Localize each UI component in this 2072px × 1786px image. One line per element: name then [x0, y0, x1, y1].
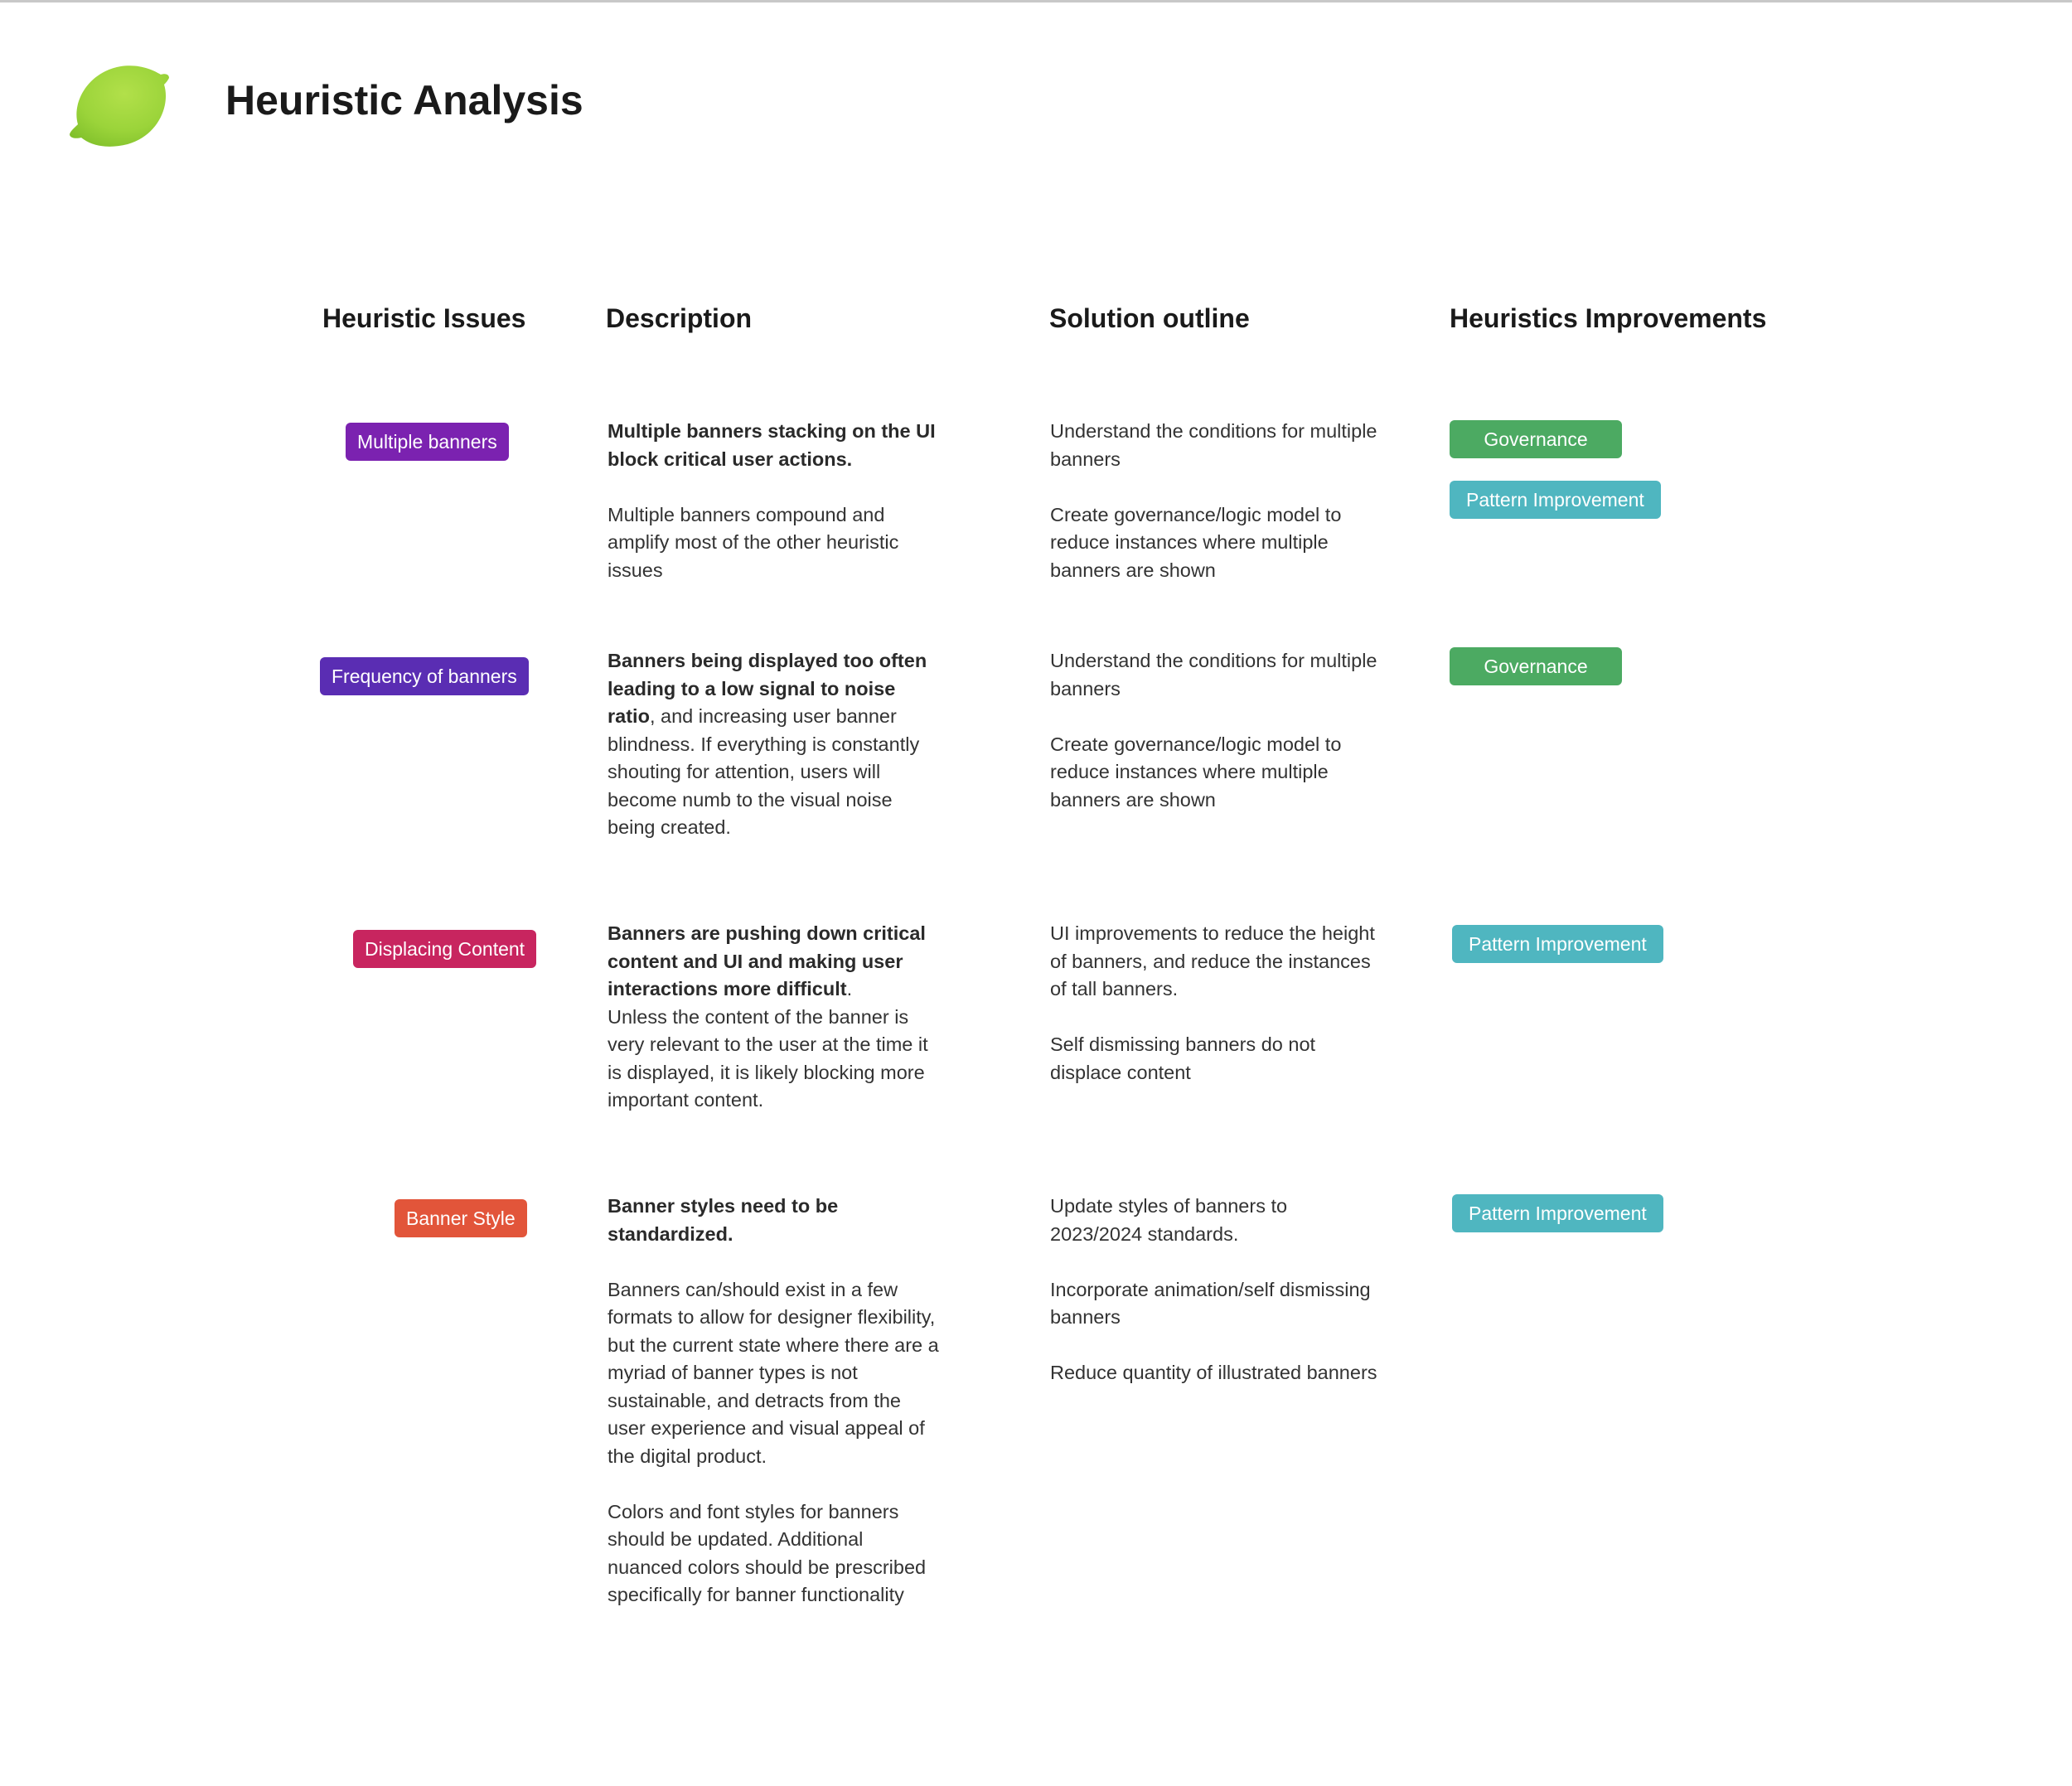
solution-cell — [1050, 1193, 1382, 1387]
description-cell — [608, 647, 939, 842]
lime-logo-icon — [66, 63, 170, 150]
description-emphasis: Banners are pushing down critical content and UI and making user interactions more difficult — [608, 922, 926, 999]
description-text: Banners can/should exist in a few formats to allow for designer flexibility, but the current state where there are a myriad of banner types is not sustainable, and detracts from the user experience and visual appeal of the digital product. — [608, 1278, 939, 1467]
column-header-improvements: Heuristics Improvements — [1450, 303, 1767, 333]
improvement-tag-pattern-improvement: Pattern Improvement — [1452, 1194, 1663, 1232]
solution-item: Create governance/logic model to reduce instances where multiple banners are shown — [1050, 733, 1342, 811]
solution-item: Understand the conditions for multiple banners — [1050, 420, 1377, 470]
solution-item: Reduce quantity of illustrated banners — [1050, 1362, 1377, 1383]
issue-tag-banner-style: Banner Style — [395, 1199, 527, 1237]
issue-tag-frequency-of-banners: Frequency of banners — [320, 657, 529, 695]
solution-item: Update styles of banners to 2023/2024 standards. — [1050, 1195, 1288, 1245]
description-emphasis: Multiple banners stacking on the UI block critical user actions. — [608, 420, 936, 470]
improvement-tag-pattern-improvement: Pattern Improvement — [1452, 925, 1663, 963]
description-cell — [608, 1193, 939, 1609]
description-text: . — [846, 978, 853, 999]
issue-tag-displacing-content: Displacing Content — [353, 930, 536, 968]
improvement-tag-governance: Governance — [1450, 420, 1622, 458]
solution-cell — [1050, 647, 1382, 814]
improvement-tag-pattern-improvement: Pattern Improvement — [1450, 481, 1661, 519]
column-header-issues: Heuristic Issues — [322, 303, 526, 333]
description-text: , and increasing user banner blindness. If everything is constantly shouting for attention, users will become numb to the visual noise being created. — [608, 705, 920, 838]
solution-cell — [1050, 418, 1382, 584]
description-cell — [608, 418, 939, 584]
solution-item: Self dismissing banners do not displace content — [1050, 1033, 1316, 1083]
solution-item: Incorporate animation/self dismissing banners — [1050, 1278, 1371, 1328]
improvement-tag-governance: Governance — [1450, 647, 1622, 685]
solution-cell — [1050, 920, 1382, 1087]
top-divider — [0, 0, 2072, 2]
description-emphasis: Banners being displayed too often leading to a low signal to noise ratio — [608, 650, 927, 727]
description-emphasis: Banner styles need to be standardized. — [608, 1195, 839, 1245]
description-cell — [608, 920, 939, 1115]
column-header-solution: Solution outline — [1049, 303, 1250, 333]
column-header-description: Description — [606, 303, 753, 333]
page-title: Heuristic Analysis — [225, 77, 583, 123]
description-text: Unless the content of the banner is very relevant to the user at the time it is displayed, it is likely blocking more important content. — [608, 1005, 928, 1111]
solution-item: Understand the conditions for multiple banners — [1050, 650, 1377, 699]
solution-item: Create governance/logic model to reduce instances where multiple banners are shown — [1050, 503, 1342, 581]
issue-tag-multiple-banners: Multiple banners — [346, 423, 509, 461]
solution-item: UI improvements to reduce the height of banners, and reduce the instances of tall banners. — [1050, 922, 1375, 999]
description-text: Multiple banners compound and amplify most of the other heuristic issues — [608, 503, 899, 581]
description-text: Colors and font styles for banners should be updated. Additional nuanced colors should be prescribed specifically for banner functionality — [608, 1500, 927, 1605]
